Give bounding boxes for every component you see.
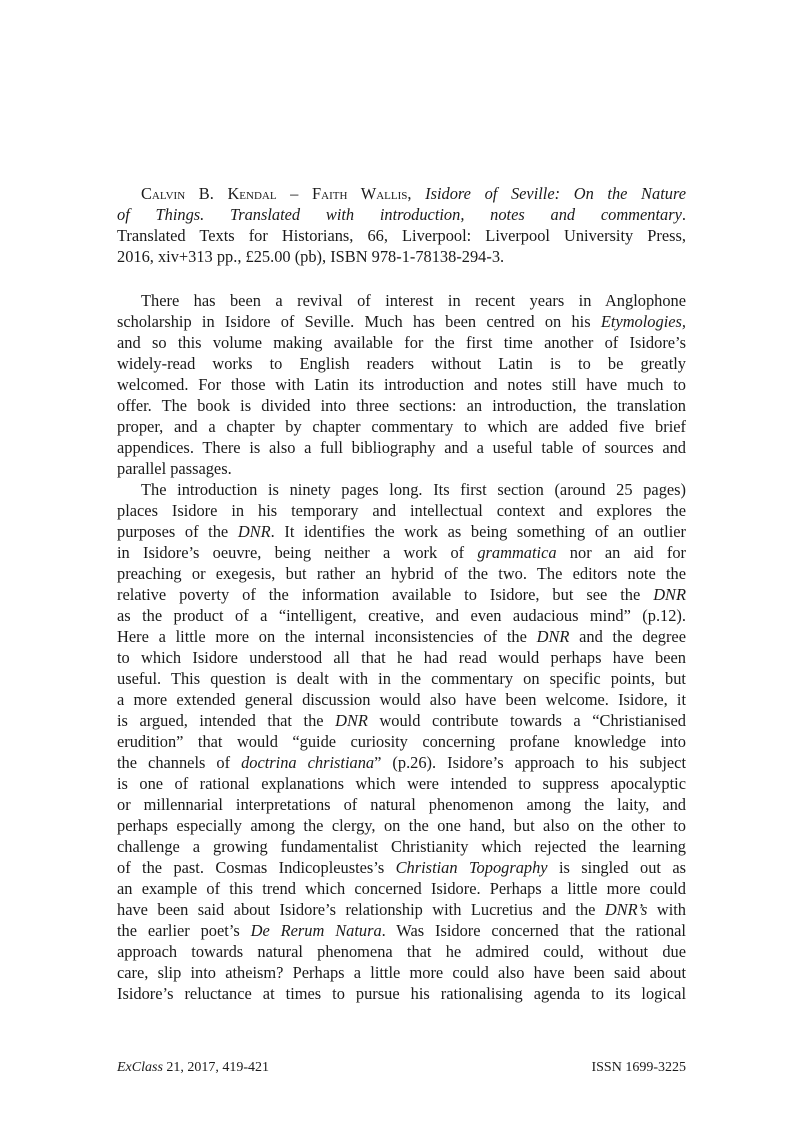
text-segment: The introduction is ninety pages long. Its first section (around 25 pages): [141, 480, 686, 499]
text-segment: . It identifies the work as being something of an outlier: [270, 522, 686, 541]
text-segment: as the product of a “intelligent, creative, and even audacious mind” (p.12).: [117, 606, 686, 625]
text-line: [117, 920, 686, 941]
text-segment: 2016, xiv+313 pp., £25.00 (pb), ISBN 978-1-78138-294-3.: [117, 247, 505, 266]
text-line: [117, 794, 686, 815]
text-segment: relative poverty of the information available to Isidore, but see the: [117, 585, 654, 604]
text-line: [117, 479, 686, 500]
italic-text: grammatica: [477, 543, 557, 562]
header-line: [117, 183, 686, 204]
text-segment: or millennarial interpretations of natural phenomenon among the laity, and: [117, 795, 686, 814]
italic-text: DNR: [237, 522, 271, 541]
journal-name: ExClass: [117, 1060, 163, 1075]
header-line: [117, 204, 686, 225]
text-segment: perhaps especially among the clergy, on the one hand, but also on the other to: [117, 816, 686, 835]
text-segment: Here a little more on the internal inconsistencies of the: [117, 627, 537, 646]
page-footer: [117, 1060, 686, 1076]
italic-text: DNR’s: [604, 900, 648, 919]
text-segment: of the past. Cosmas Indicopleustes’s: [117, 858, 396, 877]
text-segment: is argued, intended that the: [117, 711, 336, 730]
text-segment: Isidore’s reluctance at times to pursue his rationalising agenda to its logical: [117, 984, 686, 1003]
text-line: [117, 353, 686, 374]
text-line: [117, 836, 686, 857]
footer-issn: ISSN 1699-3225: [591, 1060, 686, 1075]
text-line: [117, 899, 686, 920]
author-names: Calvin B. Kendal – Faith Wallis: [141, 184, 408, 203]
text-segment: useful. This question is dealt with in the commentary on specific points, but: [117, 669, 686, 688]
text-line: [117, 605, 686, 626]
text-line: [117, 773, 686, 794]
text-line: [117, 374, 686, 395]
text-segment: nor an aid for: [556, 543, 686, 562]
text-line: [117, 647, 686, 668]
text-line: [117, 332, 686, 353]
text-segment: the channels of: [117, 753, 242, 772]
italic-text: Etymologies,: [600, 312, 686, 331]
text-segment: and so this volume making available for the first time another of Isidore’s: [117, 333, 686, 352]
text-segment: . Was Isidore concerned that the rational: [381, 921, 686, 940]
paragraph: [117, 290, 686, 479]
text-line: [117, 983, 686, 1004]
text-segment: would contribute towards a “Christianised: [367, 711, 687, 730]
text-line: [117, 689, 686, 710]
text-segment: scholarship in Isidore of Seville. Much has been centred on his: [117, 312, 601, 331]
text-line: [117, 521, 686, 542]
text-segment: purposes of the: [117, 522, 238, 541]
text-line: [117, 710, 686, 731]
text-line: [117, 962, 686, 983]
italic-text: De Rerum Natura: [250, 921, 382, 940]
text-segment: preaching or exegesis, but rather an hybrid of the two. The editors note the: [117, 564, 686, 583]
text-line: [117, 437, 686, 458]
text-line: [117, 416, 686, 437]
text-segment: an example of this trend which concerned Isidore. Perhaps a little more could: [117, 879, 686, 898]
text-line: [117, 752, 686, 773]
text-segment: the earlier poet’s: [117, 921, 251, 940]
text-line: [117, 584, 686, 605]
text-line: [117, 542, 686, 563]
italic-text: of Things. Translated with introduction, notes and commentary: [117, 205, 682, 224]
text-segment: erudition” that would “guide curiosity concerning profane knowledge into: [117, 732, 686, 751]
italic-text: DNR: [653, 585, 686, 604]
text-segment: ,: [407, 184, 426, 203]
review-body: [117, 290, 686, 1004]
review-citation-header: [117, 183, 686, 267]
italic-text: DNR: [536, 627, 570, 646]
text-line: [117, 395, 686, 416]
italic-text: Isidore of Seville: On the Nature: [425, 184, 686, 203]
text-segment: to which Isidore understood all that he had read would perhaps have been: [117, 648, 686, 667]
text-line: [117, 857, 686, 878]
journal-volume-pages: 21, 2017, 419-421: [162, 1060, 270, 1075]
header-line: [117, 246, 686, 267]
text-line: [117, 941, 686, 962]
text-line: [117, 815, 686, 836]
text-segment: approach towards natural phenomena that he admired could, without due: [117, 942, 686, 961]
text-segment: is singled out as: [547, 858, 686, 877]
text-segment: in Isidore’s oeuvre, being neither a work of: [117, 543, 478, 562]
text-line: [117, 500, 686, 521]
text-segment: parallel passages.: [117, 459, 232, 478]
text-line: [117, 458, 686, 479]
paragraph: [117, 479, 686, 1004]
text-segment: proper, and a chapter by chapter commentary to which are added five brief: [117, 417, 686, 436]
text-segment: is one of rational explanations which were intended to suppress apocalyptic: [117, 774, 686, 793]
text-line: [117, 311, 686, 332]
header-line: [117, 225, 686, 246]
text-line: [117, 668, 686, 689]
text-line: [117, 878, 686, 899]
text-segment: care, slip into atheism? Perhaps a little more could also have been said about: [117, 963, 686, 982]
text-segment: and the degree: [569, 627, 686, 646]
text-segment: have been said about Isidore’s relationship with Lucretius and the: [117, 900, 605, 919]
italic-text: DNR: [335, 711, 368, 730]
text-line: [117, 563, 686, 584]
italic-text: Christian Topography: [395, 858, 548, 877]
text-line: [117, 731, 686, 752]
text-segment: challenge a growing fundamentalist Christianity which rejected the learning: [117, 837, 686, 856]
text-segment: offer. The book is divided into three sections: an introduction, the translation: [117, 396, 686, 415]
text-segment: welcomed. For those with Latin its introduction and notes still have much to: [117, 375, 686, 394]
text-segment: with: [647, 900, 686, 919]
italic-text: doctrina christiana: [241, 753, 375, 772]
footer-citation: [117, 1060, 269, 1076]
text-segment: appendices. There is also a full bibliography and a useful table of sources and: [117, 438, 686, 457]
text-segment: a more extended general discussion would also have been welcome. Isidore, it: [117, 690, 686, 709]
text-segment: ” (p.26). Isidore’s approach to his subject: [374, 753, 687, 772]
text-segment: widely-read works to English readers without Latin is to be greatly: [117, 354, 686, 373]
text-segment: .: [681, 205, 686, 224]
text-line: [117, 290, 686, 311]
text-segment: There has been a revival of interest in recent years in Anglophone: [141, 291, 686, 310]
text-line: [117, 626, 686, 647]
text-segment: places Isidore in his temporary and intellectual context and explores the: [117, 501, 686, 520]
text-segment: Translated Texts for Historians, 66, Liverpool: Liverpool University Press,: [117, 226, 686, 245]
